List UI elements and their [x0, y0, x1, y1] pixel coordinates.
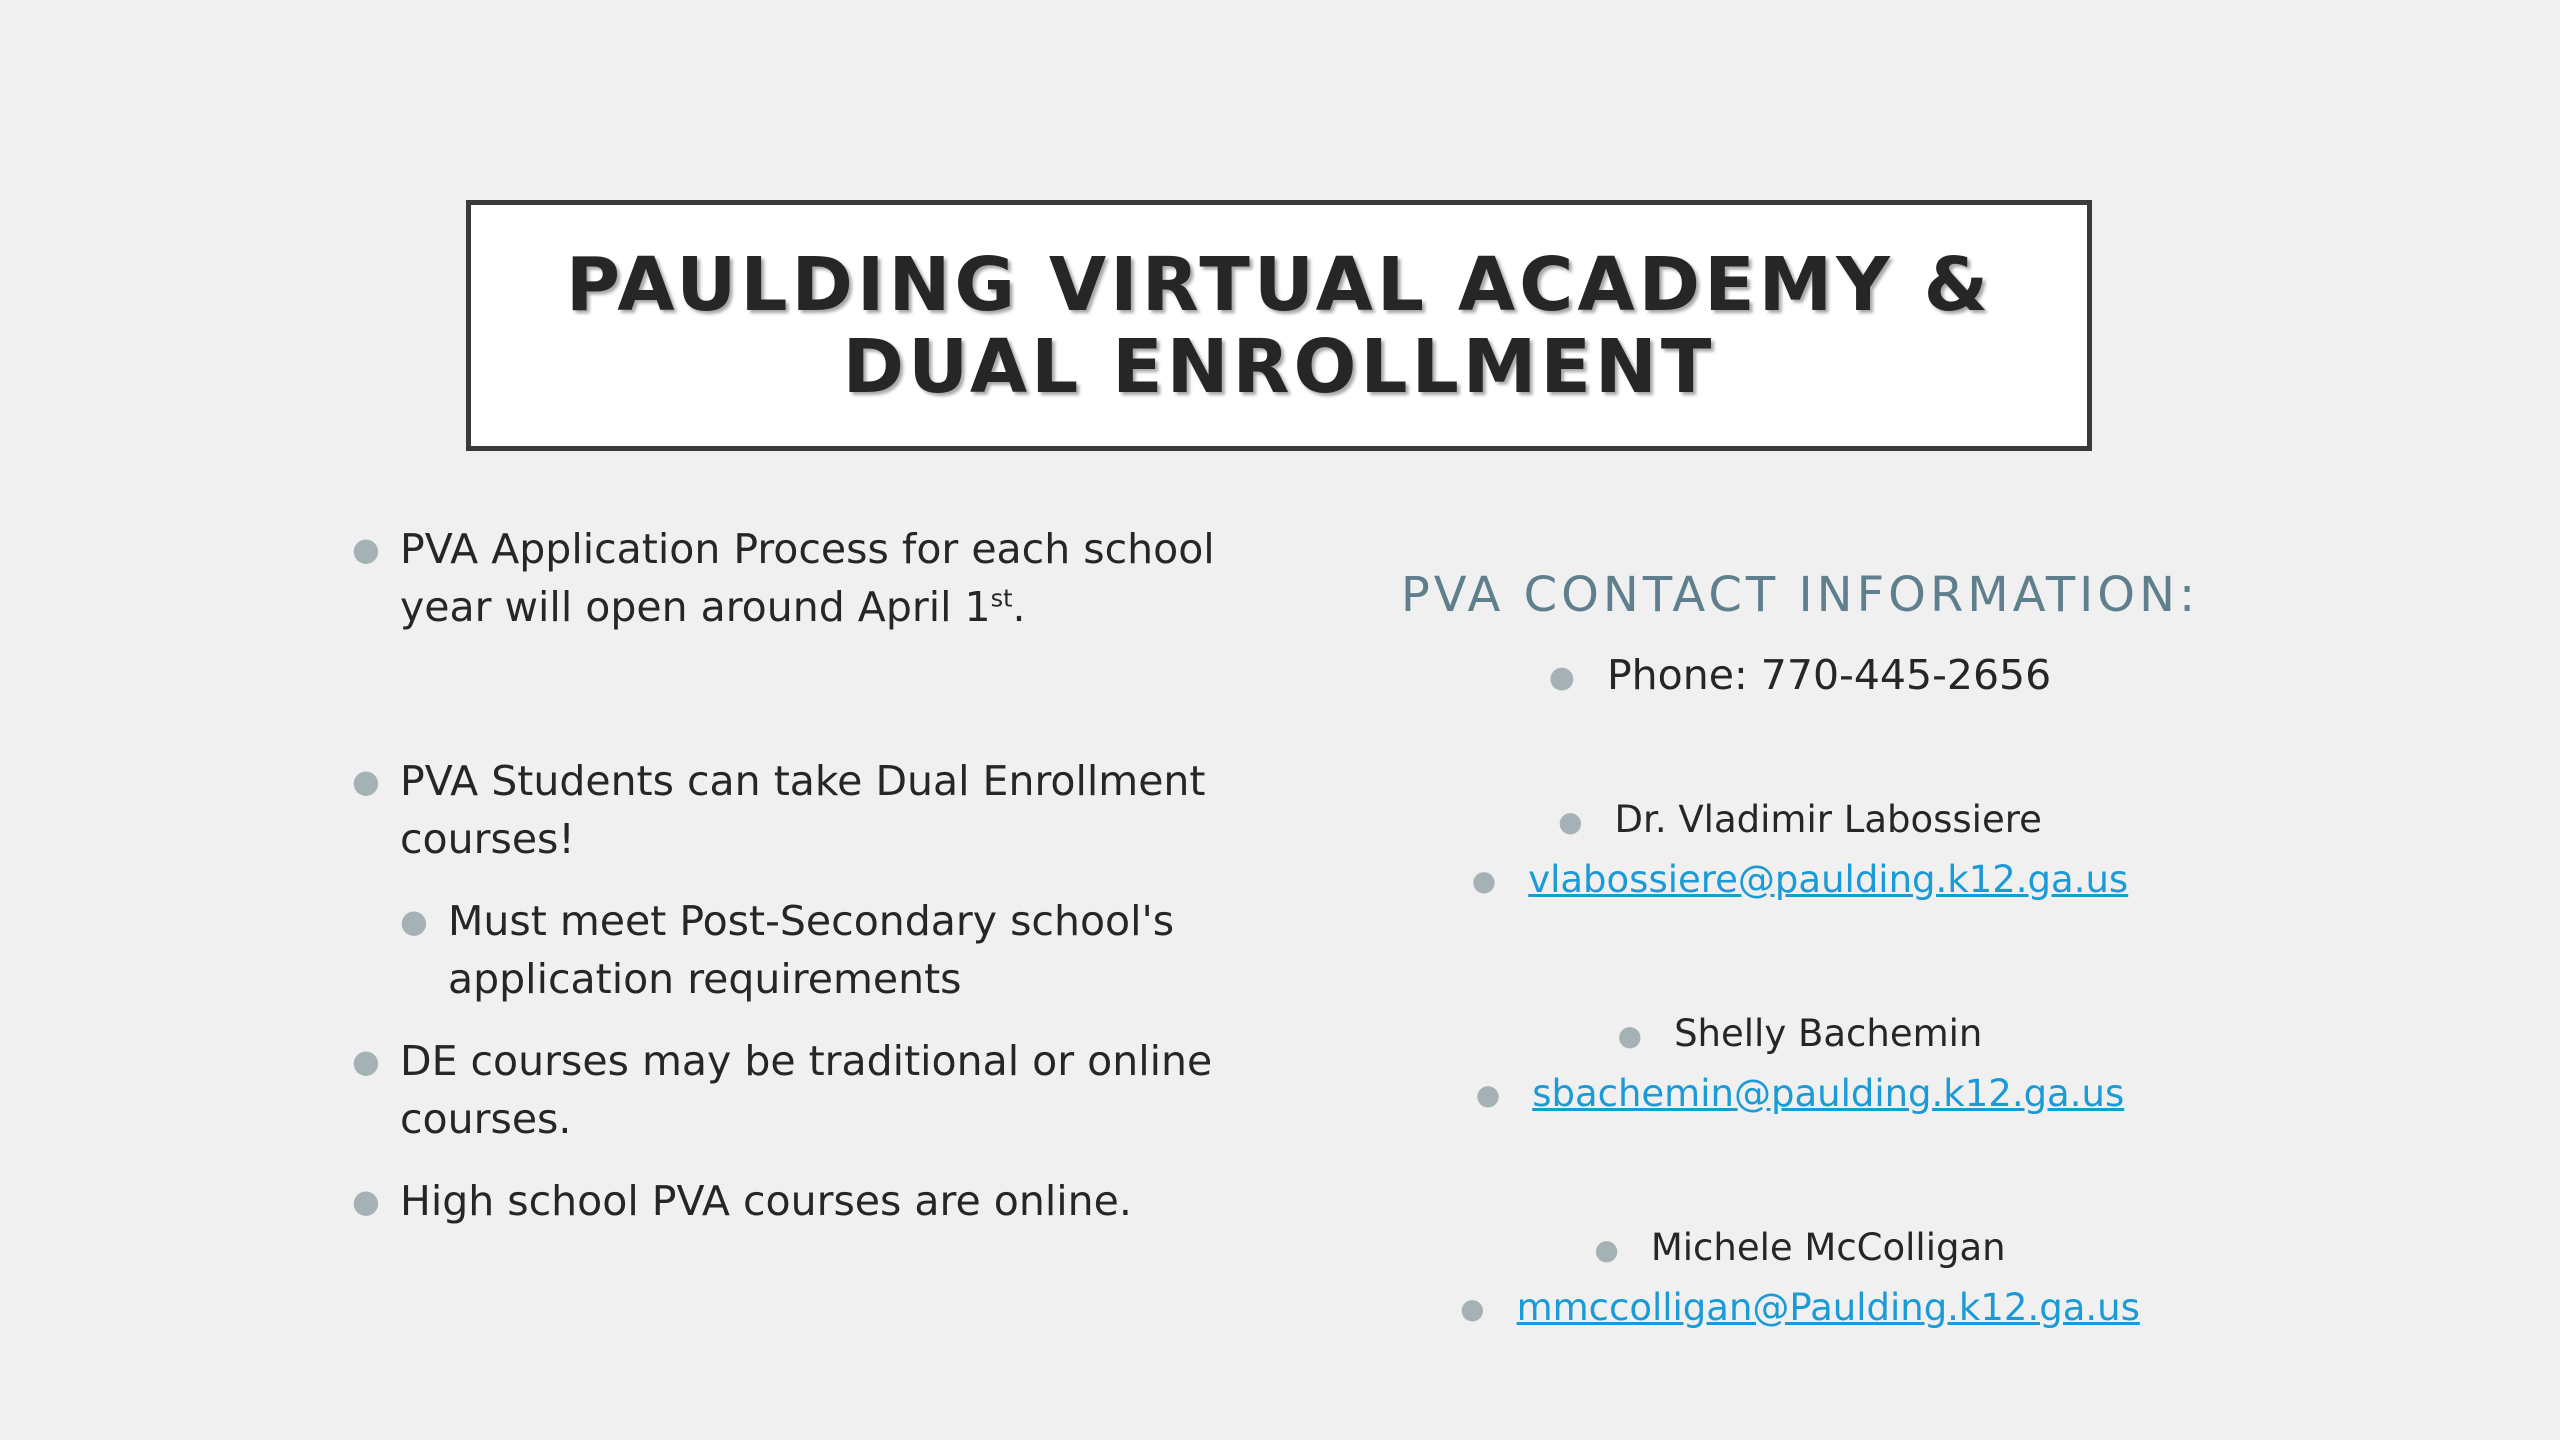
title-box — [466, 200, 2092, 451]
contact-heading: PVA CONTACT INFORMATION: — [1400, 567, 2200, 623]
bullet-dot-icon: ● — [1558, 804, 1583, 838]
email-link[interactable]: vlabossiere@paulding.k12.ga.us — [1528, 857, 2129, 901]
bullet-dot-icon: ● — [1471, 864, 1497, 897]
title-line-2: DUAL ENROLLMENT — [842, 323, 1716, 410]
spacer — [1350, 1124, 2250, 1219]
bullet-dot-icon: ● — [1594, 1232, 1619, 1266]
bullet-application-process — [350, 520, 1250, 636]
bullet-dot-icon: ● — [1617, 1018, 1643, 1052]
bullet-text-line: DE courses may be traditional or online — [400, 1037, 1213, 1085]
bullet-dot-icon: ● — [1460, 1292, 1485, 1325]
bullet-text-line: Must meet Post-Secondary school's — [448, 897, 1175, 945]
bullet-dot-icon: ● — [352, 1182, 380, 1220]
contact-name-text: Michele McColligan — [1650, 1226, 2006, 1269]
bullet-dot-icon: ● — [352, 762, 380, 800]
bullet-text-line: courses. — [400, 1095, 572, 1143]
bullet-dot-icon: ● — [1475, 1078, 1501, 1111]
contact-name — [1350, 1219, 2250, 1279]
contact-email — [1350, 851, 2250, 911]
superscript-text: st — [990, 584, 1013, 613]
bullet-text-part: . — [1012, 583, 1026, 631]
email-link[interactable]: sbachemin@paulding.k12.ga.us — [1532, 1071, 2125, 1115]
bullet-de-courses — [350, 1032, 1250, 1148]
bullet-text-line: PVA Students can take Dual Enrollment — [400, 757, 1206, 805]
phone-item — [1350, 646, 2250, 707]
bullet-dot-icon: ● — [352, 1042, 380, 1080]
left-bullet-list — [350, 520, 1250, 1230]
email-link[interactable]: mmccolligan@Paulding.k12.ga.us — [1516, 1285, 2140, 1329]
sub-bullet-requirements — [350, 892, 1250, 1008]
spacer — [1350, 910, 2250, 1005]
bullet-text-line — [400, 578, 1250, 636]
title-line-1: PAULDING VIRTUAL ACADEMY & — [565, 241, 1993, 328]
contact-info — [1350, 560, 2250, 1338]
bullet-text-part: year will open around April 1 — [400, 583, 991, 631]
bullet-text-line: PVA Application Process for each school — [400, 525, 1215, 573]
contact-name-text: Dr. Vladimir Labossiere — [1614, 798, 2042, 841]
phone-text: Phone: 770-445-2656 — [1606, 651, 2052, 699]
bullet-dot-icon: ● — [1548, 660, 1575, 695]
contact-name — [1350, 1005, 2250, 1065]
bullet-text-line: courses! — [400, 815, 575, 863]
spacer — [1350, 707, 2250, 791]
bullet-dot-icon: ● — [352, 530, 380, 568]
contact-name-text: Shelly Bachemin — [1674, 1012, 1983, 1055]
contact-name — [1350, 791, 2250, 851]
bullet-dual-enrollment — [350, 752, 1250, 868]
contact-email — [1350, 1065, 2250, 1125]
bullet-text-line: application requirements — [448, 955, 962, 1003]
bullet-high-school-online — [350, 1172, 1250, 1230]
contact-email — [1350, 1279, 2250, 1339]
bullet-dot-icon: ● — [400, 902, 428, 940]
bullet-text-line: High school PVA courses are online. — [400, 1177, 1132, 1225]
